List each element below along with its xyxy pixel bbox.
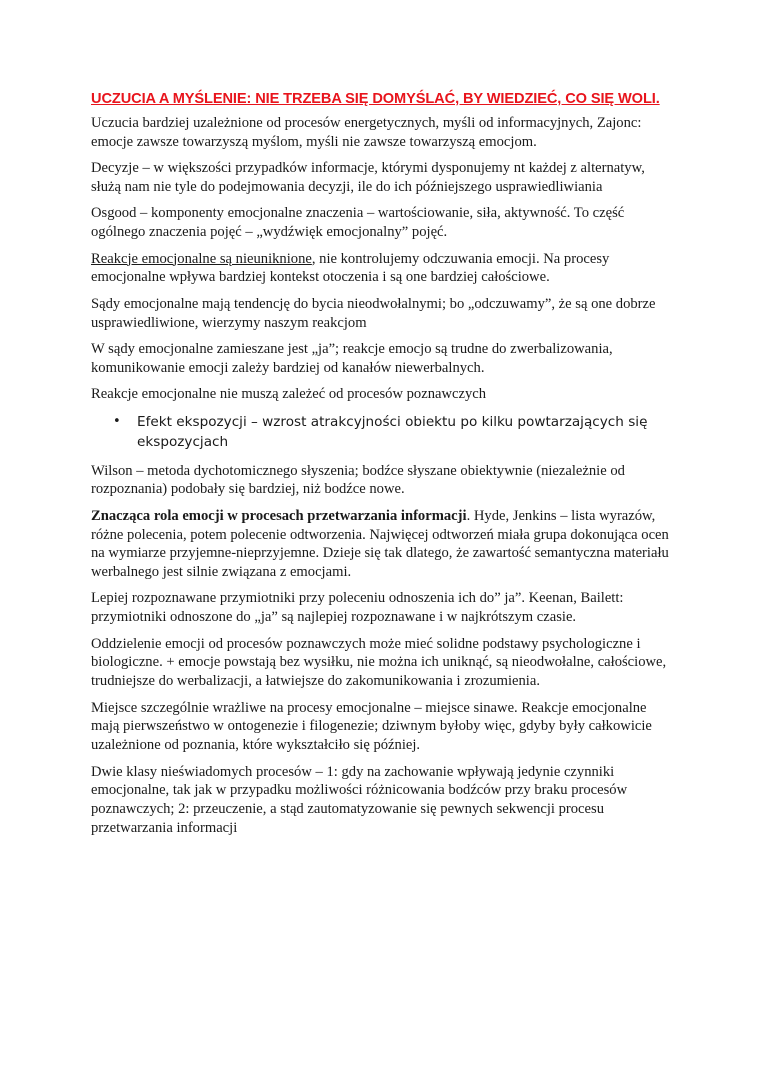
paragraph-text: , nie kontrolujemy odczuwania emocji. Na procesy emocjonalne wpływa bardziej kontekst otoczenia i są one bardziej całościowe. [91, 250, 610, 286]
paragraph: Oddzielenie emocji od procesów poznawczych może mieć solidne podstawy psychologiczne i biologiczne. + emocje powstają bez wysiłku, nie można ich uniknąć, są nieodwołalne, całościowe, trudniejsze do werbalizacji, a łatwiejsze do zakomunikowania i zrozumienia. [91, 635, 667, 690]
bullet-icon: • [113, 413, 121, 429]
bold-phrase: Znacząca rola emocji w procesach przetwarzania informacji [91, 507, 467, 524]
bullet-list [91, 412, 672, 452]
paragraph: Sądy emocjonalne mają tendencję do bycia nieodwołalnymi; bo „odczuwamy”, że są one dobrze usprawiedliwione, wierzymy naszym reakcjom [91, 295, 656, 331]
document-title: UCZUCIA A MYŚLENIE: NIE TRZEBA SIĘ DOMYŚLAĆ, BY WIEDZIEĆ, CO SIĘ WOLI. [91, 91, 660, 107]
paragraph: Wilson – metoda dychotomicznego słyszenia; bodźce słyszane obiektywnie (niezależnie od rozpoznania) podobały się bardziej, niż bodźce nowe. [91, 462, 625, 498]
paragraph: Reakcje emocjonalne nie muszą zależeć od procesów poznawczych [91, 386, 487, 403]
paragraph: Miejsce szczególnie wrażliwe na procesy emocjonalne – miejsce sinawe. Reakcje emocjonalne mają pierwszeństwo w ontogenezie i filogenezie; dziwnym byłoby więc, gdyby były całkowicie uzależnione od poznania, które wykształciło się później. [91, 699, 652, 754]
paragraph: W sądy emocjonalne zamieszane jest „ja”; reakcje emocjo są trudne do zwerbalizowania, komunikowanie emocji zależy bardziej od kanałów niewerbalnych. [91, 340, 613, 376]
underlined-phrase: Reakcje emocjonalne są nieuniknione [91, 250, 312, 267]
paragraph [91, 250, 672, 288]
list-item [91, 412, 672, 452]
paragraph-text: . Hyde, Jenkins – lista wyrazów, różne polecenia, potem polecenie odtworzenia. Najwięcej odtworzeń miała grupa dokonująca ocen na wymiarze przyjemne-nieprzyjemne. Dzieje się tak dlatego, że zawartość semantyczna materiału werbalnego jest silnie związana z emocjami. [91, 507, 669, 581]
list-item-text: Efekt ekspozycji – wzrost atrakcyjności obiektu po kilku powtarzających się ekspozycjach [137, 413, 648, 450]
paragraph: Dwie klasy nieświadomych procesów – 1: gdy na zachowanie wpływają jedynie czynniki emocjonalne, tak jak w przypadku możliwości różnicowania bodźców przy braku procesów poznawczych; 2: przeuczenie, a stąd zautomatyzowanie się pewnych sekwencji procesu przetwarzania informacji [91, 763, 628, 837]
paragraph [91, 507, 672, 582]
paragraph: Lepiej rozpoznawane przymiotniki przy poleceniu odnoszenia ich do” ja”. Keenan, Bailett: przymiotniki odnoszone do „ja” są najlepiej rozpoznawane i w najkrótszym czasie. [91, 590, 624, 626]
paragraph: Uczucia bardziej uzależnione od procesów energetycznych, myśli od informacyjnych, Zajonc: emocje zawsze towarzyszą myślom, myśli nie zawsze towarzyszą emocjom. [91, 115, 642, 150]
paragraph: Osgood – komponenty emocjonalne znaczenia – wartościowanie, siła, aktywność. To część ogólnego znaczenia pojęć – „wydźwięk emocjonalny” pojęć. [91, 205, 625, 241]
paragraph: Decyzje – w większości przypadków informacje, którymi dysponujemy nt każdej z alternatyw, służą nam nie tyle do podejmowania decyzji, ile do ich późniejszego usprawiedliwiania [91, 160, 645, 195]
